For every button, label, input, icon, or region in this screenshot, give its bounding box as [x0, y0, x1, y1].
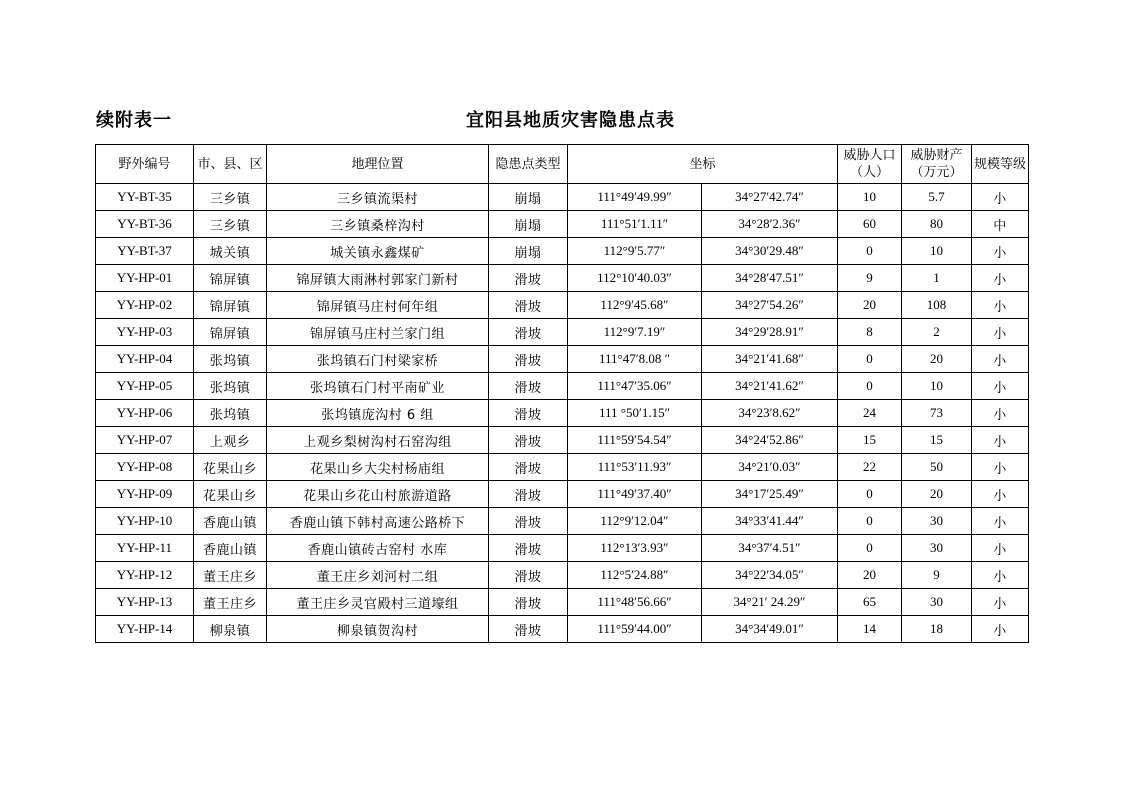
cell-county: 上观乡 [194, 427, 267, 454]
cell-level: 小 [972, 589, 1029, 616]
cell-county: 锦屏镇 [194, 292, 267, 319]
table-row [96, 535, 1029, 562]
cell-property: 30 [902, 535, 972, 562]
table-row [96, 211, 1029, 238]
cell-type: 滑坡 [489, 292, 568, 319]
cell-property: 50 [902, 454, 972, 481]
cell-longitude: 111°53′11.93″ [568, 454, 702, 481]
cell-type: 滑坡 [489, 373, 568, 400]
cell-id: YY-BT-37 [96, 238, 194, 265]
cell-latitude: 34°33′41.44″ [702, 508, 838, 535]
cell-longitude: 111°49′37.40″ [568, 481, 702, 508]
cell-id: YY-HP-02 [96, 292, 194, 319]
cell-latitude: 34°17′25.49″ [702, 481, 838, 508]
cell-type: 滑坡 [489, 562, 568, 589]
col-header-coordinates: 坐标 [568, 145, 838, 184]
cell-property: 108 [902, 292, 972, 319]
cell-county: 柳泉镇 [194, 616, 267, 643]
cell-longitude: 111°49′49.99″ [568, 184, 702, 211]
cell-location: 城关镇永鑫煤矿 [267, 238, 489, 265]
cell-type: 滑坡 [489, 427, 568, 454]
cell-longitude: 112°9′45.68″ [568, 292, 702, 319]
cell-county: 锦屏镇 [194, 319, 267, 346]
cell-county: 张坞镇 [194, 400, 267, 427]
cell-latitude: 34°37′4.51″ [702, 535, 838, 562]
cell-people: 20 [838, 562, 902, 589]
col-header-type: 隐患点类型 [489, 145, 568, 184]
cell-people: 9 [838, 265, 902, 292]
cell-property: 80 [902, 211, 972, 238]
cell-latitude: 34°21′0.03″ [702, 454, 838, 481]
cell-id: YY-HP-13 [96, 589, 194, 616]
cell-longitude: 112°5′24.88″ [568, 562, 702, 589]
cell-location: 三乡镇桑梓沟村 [267, 211, 489, 238]
cell-latitude: 34°30′29.48″ [702, 238, 838, 265]
table-row [96, 292, 1029, 319]
cell-property: 30 [902, 589, 972, 616]
cell-id: YY-HP-05 [96, 373, 194, 400]
cell-id: YY-HP-08 [96, 454, 194, 481]
cell-county: 董王庄乡 [194, 562, 267, 589]
cell-id: YY-HP-06 [96, 400, 194, 427]
cell-type: 崩塌 [489, 184, 568, 211]
cell-id: YY-HP-11 [96, 535, 194, 562]
cell-level: 小 [972, 427, 1029, 454]
cell-county: 锦屏镇 [194, 265, 267, 292]
cell-property: 20 [902, 481, 972, 508]
cell-latitude: 34°28′47.51″ [702, 265, 838, 292]
cell-people: 0 [838, 535, 902, 562]
hazard-table [95, 144, 1029, 643]
cell-property: 2 [902, 319, 972, 346]
cell-longitude: 111°48′56.66″ [568, 589, 702, 616]
cell-property: 1 [902, 265, 972, 292]
cell-id: YY-HP-04 [96, 346, 194, 373]
table-row [96, 319, 1029, 346]
cell-latitude: 34°34′49.01″ [702, 616, 838, 643]
cell-latitude: 34°21′41.68″ [702, 346, 838, 373]
table-row [96, 562, 1029, 589]
cell-location: 花果山乡花山村旅游道路 [267, 481, 489, 508]
cell-type: 滑坡 [489, 265, 568, 292]
cell-longitude: 112°10′40.03″ [568, 265, 702, 292]
cell-latitude: 34°29′28.91″ [702, 319, 838, 346]
table-row [96, 238, 1029, 265]
header-row [96, 145, 1029, 184]
cell-type: 崩塌 [489, 211, 568, 238]
cell-county: 三乡镇 [194, 184, 267, 211]
cell-location: 张坞镇石门村梁家桥 [267, 346, 489, 373]
cell-people: 0 [838, 481, 902, 508]
cell-property: 30 [902, 508, 972, 535]
cell-county: 花果山乡 [194, 454, 267, 481]
cell-id: YY-HP-03 [96, 319, 194, 346]
cell-longitude: 112°13′3.93″ [568, 535, 702, 562]
cell-longitude: 111°59′44.00″ [568, 616, 702, 643]
appendix-label: 续附表一 [96, 110, 172, 131]
cell-county: 城关镇 [194, 238, 267, 265]
cell-county: 香鹿山镇 [194, 508, 267, 535]
table-row [96, 373, 1029, 400]
cell-people: 22 [838, 454, 902, 481]
cell-property: 18 [902, 616, 972, 643]
table-row [96, 616, 1029, 643]
cell-latitude: 34°27′42.74″ [702, 184, 838, 211]
cell-latitude: 34°24′52.86″ [702, 427, 838, 454]
table-header [96, 145, 1029, 184]
cell-type: 滑坡 [489, 481, 568, 508]
cell-people: 65 [838, 589, 902, 616]
cell-level: 小 [972, 184, 1029, 211]
cell-id: YY-HP-01 [96, 265, 194, 292]
table-row [96, 346, 1029, 373]
cell-property: 20 [902, 346, 972, 373]
cell-longitude: 111 °50′1.15″ [568, 400, 702, 427]
cell-level: 小 [972, 454, 1029, 481]
cell-location: 董王庄乡刘河村二组 [267, 562, 489, 589]
cell-county: 香鹿山镇 [194, 535, 267, 562]
cell-people: 24 [838, 400, 902, 427]
cell-id: YY-HP-12 [96, 562, 194, 589]
cell-county: 张坞镇 [194, 373, 267, 400]
cell-latitude: 34°27′54.26″ [702, 292, 838, 319]
cell-people: 0 [838, 373, 902, 400]
cell-type: 滑坡 [489, 508, 568, 535]
cell-property: 5.7 [902, 184, 972, 211]
col-header-property: 威胁财产（万元） [902, 145, 972, 184]
cell-location: 锦屏镇大雨淋村郭家门新村 [267, 265, 489, 292]
cell-type: 滑坡 [489, 400, 568, 427]
cell-type: 滑坡 [489, 535, 568, 562]
cell-level: 小 [972, 481, 1029, 508]
col-header-location: 地理位置 [267, 145, 489, 184]
cell-level: 中 [972, 211, 1029, 238]
cell-id: YY-HP-09 [96, 481, 194, 508]
cell-property: 73 [902, 400, 972, 427]
cell-level: 小 [972, 265, 1029, 292]
table-title: 宜阳县地质灾害隐患点表 [466, 110, 675, 131]
cell-property: 9 [902, 562, 972, 589]
cell-type: 滑坡 [489, 589, 568, 616]
cell-location: 柳泉镇贺沟村 [267, 616, 489, 643]
cell-longitude: 111°59′54.54″ [568, 427, 702, 454]
cell-people: 8 [838, 319, 902, 346]
cell-people: 14 [838, 616, 902, 643]
cell-type: 滑坡 [489, 346, 568, 373]
cell-location: 董王庄乡灵官殿村三道壕组 [267, 589, 489, 616]
cell-location: 锦屏镇马庄村何年组 [267, 292, 489, 319]
table-row [96, 508, 1029, 535]
cell-level: 小 [972, 535, 1029, 562]
cell-level: 小 [972, 616, 1029, 643]
cell-people: 0 [838, 346, 902, 373]
cell-people: 10 [838, 184, 902, 211]
cell-latitude: 34°21′ 24.29″ [702, 589, 838, 616]
cell-longitude: 111°47′35.06″ [568, 373, 702, 400]
cell-level: 小 [972, 238, 1029, 265]
cell-latitude: 34°23′8.62″ [702, 400, 838, 427]
cell-type: 崩塌 [489, 238, 568, 265]
cell-people: 60 [838, 211, 902, 238]
cell-id: YY-HP-10 [96, 508, 194, 535]
cell-type: 滑坡 [489, 319, 568, 346]
cell-county: 董王庄乡 [194, 589, 267, 616]
table-row [96, 184, 1029, 211]
cell-latitude: 34°22′34.05″ [702, 562, 838, 589]
cell-id: YY-BT-35 [96, 184, 194, 211]
table-row [96, 481, 1029, 508]
table-row [96, 265, 1029, 292]
cell-county: 三乡镇 [194, 211, 267, 238]
cell-level: 小 [972, 400, 1029, 427]
cell-location: 三乡镇流渠村 [267, 184, 489, 211]
cell-level: 小 [972, 346, 1029, 373]
table-row [96, 589, 1029, 616]
cell-level: 小 [972, 292, 1029, 319]
cell-location: 香鹿山镇下韩村高速公路桥下 [267, 508, 489, 535]
cell-location: 张坞镇石门村平南矿业 [267, 373, 489, 400]
cell-people: 0 [838, 508, 902, 535]
table-row [96, 427, 1029, 454]
table-row [96, 454, 1029, 481]
col-header-county: 市、县、区 [194, 145, 267, 184]
table-body [96, 184, 1029, 643]
table-row [96, 400, 1029, 427]
col-header-id: 野外编号 [96, 145, 194, 184]
cell-longitude: 112°9′5.77″ [568, 238, 702, 265]
cell-property: 10 [902, 238, 972, 265]
cell-location: 锦屏镇马庄村兰家门组 [267, 319, 489, 346]
cell-county: 张坞镇 [194, 346, 267, 373]
cell-location: 花果山乡大尖村杨庙组 [267, 454, 489, 481]
cell-location: 张坞镇庞沟村 6 组 [267, 400, 489, 427]
cell-latitude: 34°21′41.62″ [702, 373, 838, 400]
cell-people: 15 [838, 427, 902, 454]
cell-level: 小 [972, 373, 1029, 400]
cell-county: 花果山乡 [194, 481, 267, 508]
cell-longitude: 111°47′8.08 ″ [568, 346, 702, 373]
cell-people: 20 [838, 292, 902, 319]
cell-level: 小 [972, 562, 1029, 589]
cell-location: 上观乡梨树沟村石窑沟组 [267, 427, 489, 454]
cell-id: YY-HP-14 [96, 616, 194, 643]
cell-location: 香鹿山镇砖古窑村 水库 [267, 535, 489, 562]
cell-level: 小 [972, 508, 1029, 535]
cell-id: YY-BT-36 [96, 211, 194, 238]
cell-latitude: 34°28′2.36″ [702, 211, 838, 238]
cell-type: 滑坡 [489, 454, 568, 481]
cell-people: 0 [838, 238, 902, 265]
cell-type: 滑坡 [489, 616, 568, 643]
cell-longitude: 112°9′12.04″ [568, 508, 702, 535]
cell-property: 10 [902, 373, 972, 400]
cell-longitude: 112°9′7.19″ [568, 319, 702, 346]
col-header-people: 威胁人口（人） [838, 145, 902, 184]
cell-level: 小 [972, 319, 1029, 346]
cell-property: 15 [902, 427, 972, 454]
col-header-level: 规模等级 [972, 145, 1029, 184]
cell-id: YY-HP-07 [96, 427, 194, 454]
cell-longitude: 111°51′1.11″ [568, 211, 702, 238]
